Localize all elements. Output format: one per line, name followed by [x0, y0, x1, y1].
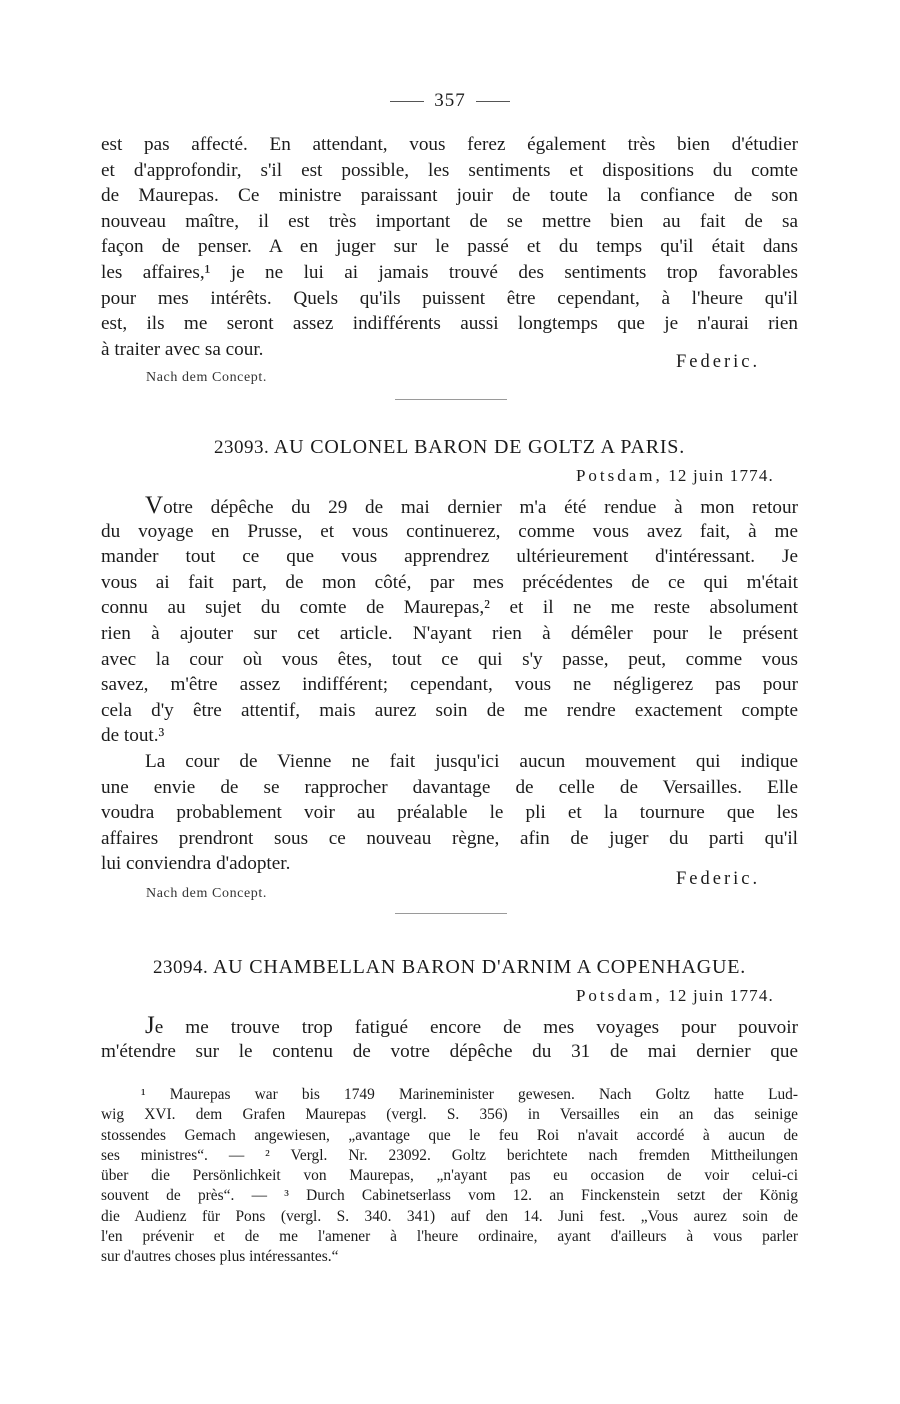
letter-place: Potsdam,: [575, 466, 663, 485]
letter-heading: [101, 956, 798, 979]
separator-rule: [395, 399, 507, 400]
text-line: vous ai fait part, de mon côté, par mes précédentes de ce qui m'était: [101, 571, 798, 593]
footnote-line: wig XVI. dem Grafen Maurepas (vergl. S. 356) in Versailles ein an das seinige: [101, 1106, 798, 1124]
text-line: est pas affecté. En attendant, vous ferez également très bien d'étudier: [101, 134, 798, 155]
text-line: du voyage en Prusse, et vous continuerez, comme vous avez fait, à me: [101, 520, 798, 542]
continuation-paragraph: [101, 132, 798, 362]
footnote-line: ¹ Maurepas war bis 1749 Marineminister gewesen. Nach Goltz hatte Lud-: [141, 1086, 798, 1103]
page-number-dash-left: [390, 101, 424, 102]
text-line: Je me trouve trop fatigué encore de mes voyages pour pouvoir: [145, 1012, 798, 1039]
text-line: voudra probablement voir au préalable le pli et la tournure que les: [101, 802, 798, 824]
footnote-line: die Audienz für Pons (vergl. S. 340. 341) auf den 14. Juni fest. „Vous aurez soin de: [101, 1207, 798, 1225]
text-line: les affaires,¹ je ne lui ai jamais trouvé des sentiments trop favorables: [101, 261, 798, 283]
letter-date: 12 juin 1774.: [668, 986, 774, 1005]
footnote-line: souvent de près“. — ³ Durch Cabinetserlass vom 12. an Finckenstein setzt der König: [101, 1187, 798, 1205]
letter-body: [101, 1013, 798, 1064]
letter-dateline: [576, 986, 774, 1006]
letter-place: Potsdam,: [575, 986, 663, 1005]
page-number: [0, 90, 900, 112]
separator-rule: [395, 913, 507, 914]
letter-body: [101, 493, 798, 877]
page-number-dash-right: [476, 101, 510, 102]
text-line: pour mes intérêts. Quels qu'ils puissent être cependant, à l'heure qu'il: [101, 287, 798, 309]
footnote-line: über die Persönlichkeit von Maurepas, „n'ayant pas eu occasion de voir celui-ci: [101, 1167, 798, 1185]
text-line: lui conviendra d'adopter.: [101, 853, 291, 875]
text-line: cela d'y être attentif, mais aurez soin de me rendre exactement compte: [101, 699, 798, 721]
footnote-line: stossendes Gemach angewiesen, „avantage que le feu Roi n'avait accordé à aucun de: [101, 1126, 798, 1144]
text-line: rien à ajouter sur cet article. N'ayant rien à démêler pour le présent: [101, 622, 798, 644]
text-line: mander tout ce que vous apprendrez ultérieurement d'intéressant. Je: [101, 546, 798, 568]
letter-date: 12 juin 1774.: [668, 466, 774, 485]
text-line: m'étendre sur le contenu de votre dépêche du 31 de mai dernier que: [101, 1040, 798, 1062]
signature: Federic.: [676, 869, 761, 889]
letter-title: AU CHAMBELLAN BARON D'ARNIM A COPENHAGUE.: [212, 956, 747, 978]
letter-number: 23094.: [152, 957, 209, 978]
text-line: savez, m'être assez indifférent; cependant, vous ne négligerez pas pour: [101, 674, 798, 696]
text-line: une envie de se rapprocher davantage de celle de Versailles. Elle: [101, 776, 798, 798]
letter-heading: [101, 436, 798, 459]
text-line: de tout.³: [101, 725, 165, 747]
footnote-line: ses ministres“. — ² Vergl. Nr. 23092. Goltz berichtete nach fremden Mittheilungen: [101, 1146, 798, 1164]
signature: Federic.: [676, 352, 761, 372]
text-line: façon de penser. A en juger sur le passé et du temps qu'il était dans: [101, 236, 798, 258]
footnote-line: l'en prévenir et de me l'amener à l'heure ordinaire, ayant d'ailleurs à vous parler: [101, 1228, 798, 1246]
text-line: est, ils me seront assez indifférents aussi longtemps que je n'aurai rien: [101, 313, 798, 335]
text-line: de Maurepas. Ce ministre paraissant jouir de toute la confiance de son: [101, 185, 798, 207]
text-line: Votre dépêche du 29 de mai dernier m'a été rendue à mon retour: [145, 492, 798, 519]
footnote-line: sur d'autres choses plus intéressantes.“: [101, 1248, 339, 1266]
text-line: La cour de Vienne ne fait jusqu'ici aucun mouvement qui indique: [145, 750, 798, 772]
text-line: et d'approfondir, s'il est possible, les sentiments et dispositions du comte: [101, 159, 798, 181]
source-note: Nach dem Concept.: [146, 370, 267, 385]
letter-dateline: [576, 466, 774, 486]
source-note: Nach dem Concept.: [146, 886, 267, 901]
text-line: connu au sujet du comte de Maurepas,² et il ne me reste absolument: [101, 597, 798, 619]
text-line: avec la cour où vous êtes, tout ce qui s'y passe, peut, comme vous: [101, 648, 798, 670]
letter-title: AU COLONEL BARON DE GOLTZ A PARIS.: [273, 436, 686, 458]
text-line: à traiter avec sa cour.: [101, 338, 264, 360]
initial-letter: J: [145, 1012, 155, 1039]
page-number-text: 357: [434, 90, 466, 111]
text-line: nouveau maître, il est très important de se mettre bien au fait de sa: [101, 210, 798, 232]
footnotes: [101, 1085, 798, 1268]
letter-number: 23093.: [213, 437, 270, 458]
text-line: affaires prendront sous ce nouveau règne, afin de juger du parti qu'il: [101, 827, 798, 849]
initial-letter: V: [145, 492, 164, 519]
